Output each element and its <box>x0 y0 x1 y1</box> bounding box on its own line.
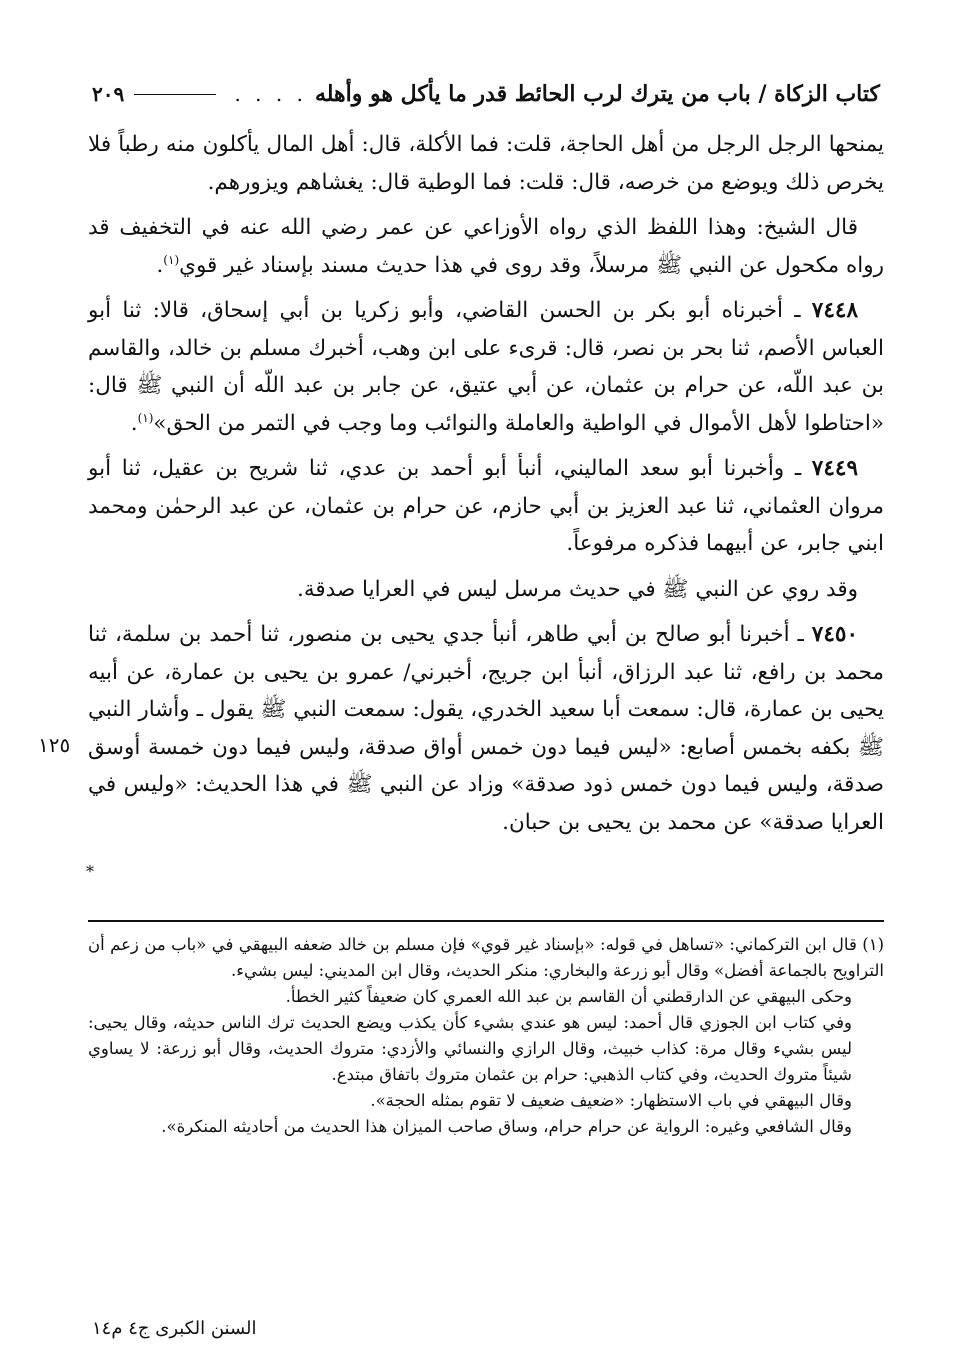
footnote-continuation: وقال الشافعي وغيره: الرواية عن حرام حرام، وساق صاحب الميزان هذا الحديث من أحاديثه المنكرة». <box>161 1117 852 1136</box>
hadith-paragraph: ٧٤٤٩ ـ وأخبرنا أبو سعد الماليني، أنبأ أبو أحمد بن عدي، ثنا شريح بن عقيل، ثنا أبو مروان العثماني، ثنا عبد العزيز بن أبي حازم، عن حرام بن عثمان، عن عبد الرحمٰن ومحمد ابني جابر، عن أبيهما فذكره مرفوعاً. <box>88 456 884 556</box>
header-rule <box>134 94 216 95</box>
footnote-ref: (١) <box>163 252 180 267</box>
footnotes <box>88 932 884 1140</box>
paragraph: وقد روي عن النبي ﷺ في حديث مرسل ليس في العرايا صدقة. <box>297 576 858 602</box>
main-text <box>88 126 884 849</box>
chapter-title: كتاب الزكاة / باب من يترك لرب الحائط قدر ما يأكل هو وأهله <box>314 81 880 107</box>
page-number: ٢٠٩ <box>92 82 125 106</box>
hadith-number: ٧٤٤٨ <box>811 298 858 323</box>
margin-star: * <box>86 862 94 881</box>
header-dots: . . . . <box>234 82 307 106</box>
footnote-continuation: وحكى البيهقي عن الدارقطني أن القاسم بن عبد الله العمري كان ضعيفاً كثير الخطأ. <box>285 987 852 1006</box>
hadith-paragraph: ٧٤٤٨ ـ أخبرناه أبو بكر بن الحسن القاضي، وأبو زكريا بن أبي إسحاق، قالا: ثنا أبو العباس الأصم، ثنا بحر بن نصر، قال: قرىء على ابن وهب، أخبرك مسلم بن خالد، والقاسم بن عبد اللّه، عن حرام بن عثمان، عن أبي عتيق، عن جابر بن عبد اللّه أن النبي ﷺ قال: «احتاطوا لأهل الأموال في الواطية والعاملة والنوائب وما وجب في التمر من الحق»$^{(١)}$. <box>88 298 884 436</box>
book-signature: السنن الكبرى ج٤ م١٤ <box>92 1318 257 1339</box>
running-header <box>92 74 880 114</box>
paragraph: يمنحها الرجل الرجل من أهل الحاجة، قلت: فما الأكلة، قال: أهل المال يأكلون منه رطباً فلا يخرص ذلك ويوضع من خرصه، قال: قلت: فما الوطية قال: يغشاهم ويزورهم. <box>88 132 884 195</box>
footnote: (١) قال ابن التركماني: «تساهل في قوله: «بإسناد غير قوي» فإن مسلم بن خالد ضعفه البيهقي في «باب من زعم أن التراويح بالجماعة أفضل» وقال أبو زرعة والبخاري: منكر الحديث، وقال ابن المديني: ليس بشيء. <box>88 935 884 980</box>
hadith-paragraph: ٧٤٥٠ ـ أخبرنا أبو صالح بن أبي طاهر، أنبأ جدي يحيى بن منصور، ثنا أحمد بن سلمة، ثنا محمد بن رافع، ثنا عبد الرزاق، أنبأ ابن جريج، أخبرني/ عمرو بن يحيى بن عمارة، عن أبيه يحيى بن عمارة، قال: سمعت أبا سعيد الخدري، يقول: سمعت النبي ﷺ يقول ـ وأشار النبي ﷺ بكفه بخمس أصابع: «ليس فيما دون خمس أواق صدقة، وليس فيما دون خمسة أوسق صدقة، وليس فيما دون خمس ذود صدقة» وزاد عن النبي ﷺ في هذا الحديث: «وليس في العرايا صدقة» عن محمد بن يحيى بن حبان. <box>88 622 884 835</box>
hadith-number: ٧٤٥٠ <box>811 622 858 647</box>
footnote-ref: (١) <box>137 410 154 425</box>
footnote-continuation: وفي كتاب ابن الجوزي قال أحمد: ليس هو عندي بشيء كأن يكذب ويضع الحديث ترك الناس حديثه، وقال يحيى: ليس بشيء وقال مرة: كذاب خبيث، وقال الرازي والنسائي والأزدي: متروك الحديث، وقال أبو زرعة: لا يساوي شيئاً متروك الحديث، وفي كتاب الذهبي: حرام بن عثمان متروك باتفاق مبتدع. <box>88 1013 852 1084</box>
footnote-continuation: وقال البيهقي في باب الاستظهار: «ضعيف ضعيف لا تقوم بمثله الحجة». <box>370 1091 852 1110</box>
paragraph: قال الشيخ: وهذا اللفظ الذي رواه الأوزاعي عن عمر رضي الله عنه في التخفيف قد رواه مكحول عن النبي ﷺ مرسلاً، وقد روى في هذا حديث مسند بإسناد غير قوي$^{(١)}$. <box>88 215 884 278</box>
footnote-separator <box>88 920 884 922</box>
manuscript-page-marker: ١٢٥ <box>38 733 71 757</box>
hadith-number: ٧٤٤٩ <box>811 456 858 481</box>
